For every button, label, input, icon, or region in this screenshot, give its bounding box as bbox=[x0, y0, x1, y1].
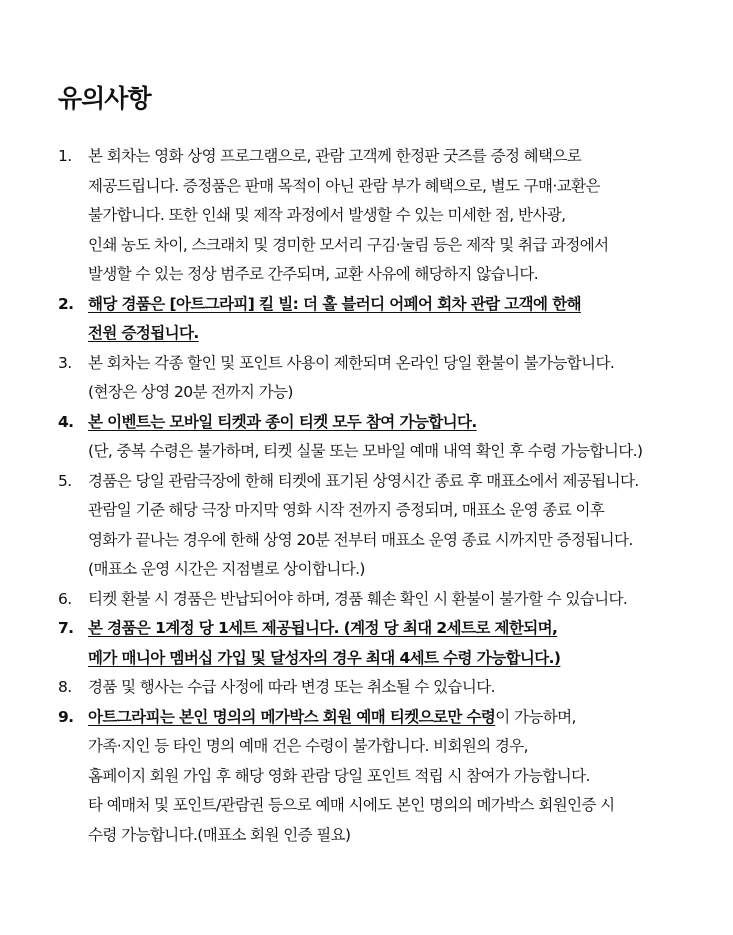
text-line: 제공드립니다. 증정품은 판매 목적이 아닌 관람 부가 혜택으로, 별도 구매·교환은 bbox=[88, 176, 600, 195]
text-line: 티켓 환불 시 경품은 반납되어야 하며, 경품 훼손 확인 시 환불이 불가할 수 있습니다. bbox=[88, 589, 628, 608]
text-line: 인쇄 농도 차이, 스크래치 및 경미한 모서리 구김·눌림 등은 제작 및 취급 과정에서 bbox=[88, 235, 609, 254]
item-text bbox=[88, 349, 705, 408]
text-line: 관람일 기준 해당 극장 마지막 영화 시작 전까지 증정되며, 매표소 운영 종료 이후 bbox=[88, 501, 605, 519]
notice-item bbox=[58, 585, 705, 615]
notice-item bbox=[58, 703, 705, 851]
emphasis-text: 본 경품은 1계정 당 1세트 제공됩니다. (계정 당 최대 2세트로 제한되며, bbox=[88, 619, 558, 637]
emphasis-text: 아트그라피는 본인 명의의 메가박스 회원 예매 티켓으로만 수령 bbox=[88, 707, 496, 726]
text-line: 경품은 당일 관람극장에 한해 티켓에 표기된 상영시간 종료 후 매표소에서 제공됩니다. bbox=[88, 471, 639, 490]
text-line: 영화가 끝나는 경우에 한해 상영 20분 전부터 매표소 운영 종료 시까지만 증정됩니다. bbox=[88, 530, 633, 549]
text-line: 가족·지인 등 타인 명의 예매 건은 수령이 불가합니다. 비회원의 경우, bbox=[88, 737, 528, 755]
text-line: (매표소 운영 시간은 지점별로 상이합니다.) bbox=[88, 560, 365, 578]
item-text bbox=[88, 142, 705, 290]
text-line: 홈페이지 회원 가입 후 해당 영화 관람 당일 포인트 적립 시 참여가 가능합니다. bbox=[88, 766, 590, 785]
text-line: 수령 가능합니다.(매표소 회원 인증 필요) bbox=[88, 825, 351, 844]
notice-item bbox=[58, 349, 705, 408]
text-line: 발생할 수 있는 정상 범주로 간주되며, 교환 사유에 해당하지 않습니다. bbox=[88, 265, 539, 283]
notice-item bbox=[58, 408, 705, 467]
item-text bbox=[88, 585, 705, 615]
item-text bbox=[88, 614, 705, 673]
item-text bbox=[88, 467, 705, 585]
notice-item bbox=[58, 467, 705, 585]
text-line: (현장은 상영 20분 전까지 가능) bbox=[88, 383, 293, 401]
text-line: 본 회차는 각종 할인 및 포인트 사용이 제한되며 온라인 당일 환불이 불가능합니다. bbox=[88, 353, 615, 372]
text-line: 경품 및 행사는 수급 사정에 따라 변경 또는 취소될 수 있습니다. bbox=[88, 678, 495, 696]
item-text bbox=[88, 673, 705, 703]
item-number: 4. bbox=[58, 412, 74, 431]
emphasis-text: 전원 증정됩니다. bbox=[88, 324, 199, 342]
item-text bbox=[88, 290, 705, 349]
emphasis-text: 메가 매니아 멤버십 가입 및 달성자의 경우 최대 4세트 수령 가능합니다.) bbox=[88, 648, 561, 667]
notice-item bbox=[58, 614, 705, 673]
page-title: 유의사항 bbox=[58, 84, 151, 113]
item-number: 2. bbox=[58, 294, 74, 313]
emphasis-text: 본 이벤트는 모바일 티켓과 종이 티켓 모두 참여 가능합니다. bbox=[88, 412, 477, 431]
notice-item bbox=[58, 673, 705, 703]
item-number: 8. bbox=[58, 678, 72, 696]
item-number: 6. bbox=[58, 589, 72, 608]
text-fragment: 이 가능하며, bbox=[495, 707, 576, 726]
item-number: 5. bbox=[58, 471, 72, 490]
text-line: 본 회차는 영화 상영 프로그램으로, 관람 고객께 한정판 굿즈를 증정 혜택으로 bbox=[88, 147, 582, 165]
item-text bbox=[88, 408, 705, 467]
text-line: 타 예매처 및 포인트/관람권 등으로 예매 시에도 본인 명의의 메가박스 회원인증 시 bbox=[88, 796, 615, 814]
item-text bbox=[88, 703, 705, 851]
notice-list bbox=[58, 142, 705, 850]
text-line: (단, 중복 수령은 불가하며, 티켓 실물 또는 모바일 예매 내역 확인 후 수령 가능합니다.) bbox=[88, 442, 643, 460]
item-number: 9. bbox=[58, 707, 74, 726]
item-number: 7. bbox=[58, 619, 74, 637]
notice-item bbox=[58, 290, 705, 349]
notice-item bbox=[58, 142, 705, 290]
item-number: 3. bbox=[58, 353, 72, 372]
text-line: 불가합니다. 또한 인쇄 및 제작 과정에서 발생할 수 있는 미세한 점, 반사광, bbox=[88, 206, 566, 224]
item-number: 1. bbox=[58, 147, 72, 165]
emphasis-text: 해당 경품은 [아트그라피] 킬 빌: 더 홀 블러디 어페어 회차 관람 고객에 한해 bbox=[88, 294, 581, 313]
